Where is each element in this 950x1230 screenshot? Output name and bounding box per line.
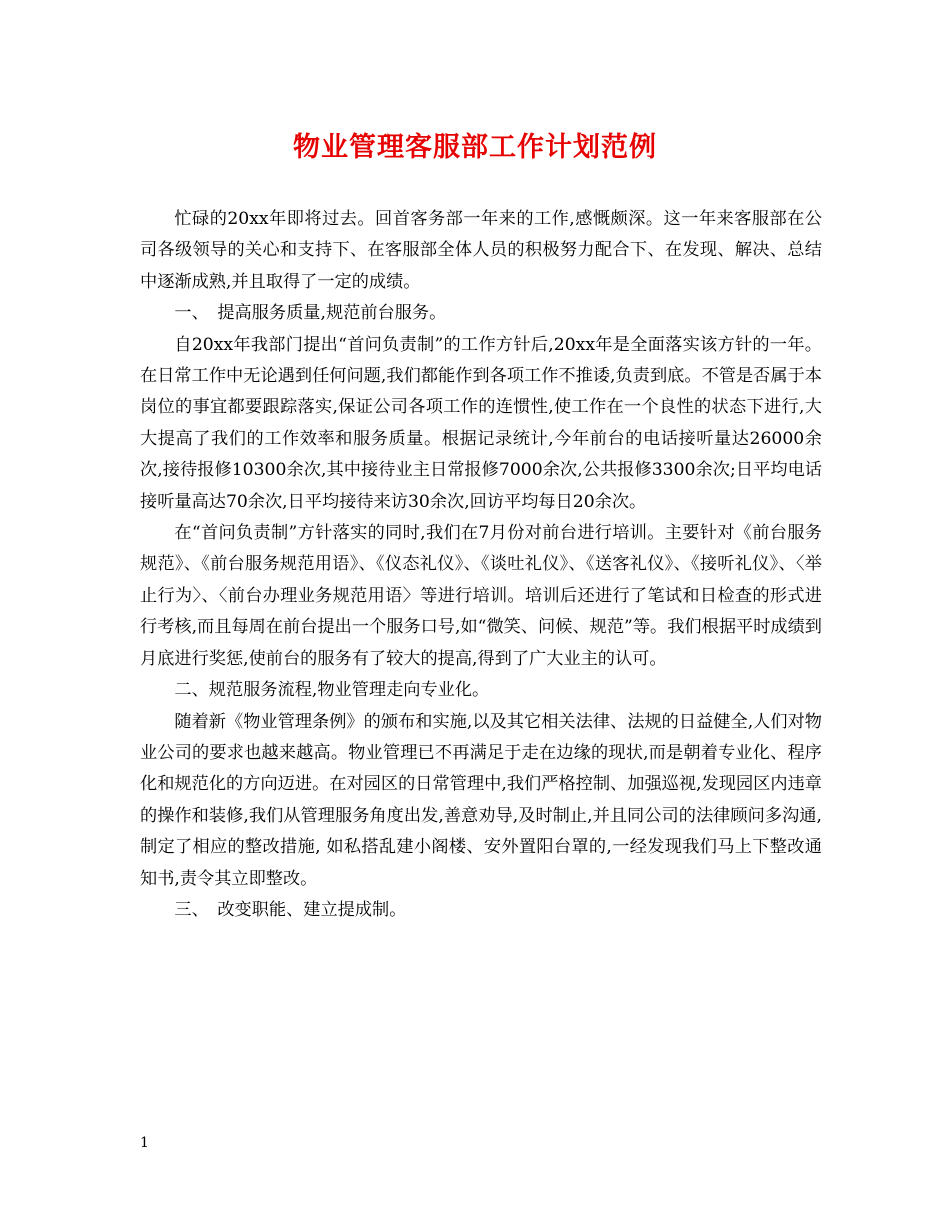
document-body bbox=[140, 204, 822, 926]
paragraph-first-responsibility: 自20xx年我部门提出“首问负责制”的工作方针后,20xx年是全面落实该方针的一年。在日常工作中无论遇到任何问题,我们都能作到各项工作不推诿,负责到底。不管是否属于本岗位的事宜都要跟踪落实,保证公司各项工作的连惯性,使工作在一个良性的状态下进行,大大提高了我们的工作效率和服务质量。根据记录统计,今年前台的电话接听量达26000余次,接待报修10300余次,其中接待业主日常报修7000余次,公共报修3300余次;日平均电话接听量高达70余次,日平均接待来访30余次,回访平均每日20余次。 bbox=[140, 334, 822, 512]
section-heading-1: 一、 提高服务质量,规范前台服务。 bbox=[174, 303, 447, 324]
paragraph-intro: 忙碌的20xx年即将过去。回首客务部一年来的工作,感慨颇深。这一年来客服部在公司各级领导的关心和支持下、在客服部全体人员的积极努力配合下、在发现、解决、总结中逐渐成熟,并且取得了一定的成绩。 bbox=[140, 209, 822, 292]
page-number: 1 bbox=[140, 1135, 149, 1151]
section-heading-2: 二、规范服务流程,物业管理走向专业化。 bbox=[174, 680, 490, 701]
section-heading-3: 三、 改变职能、建立提成制。 bbox=[174, 899, 407, 920]
paragraph-training: 在“首问负责制”方针落实的同时,我们在7月份对前台进行培训。主要针对《前台服务规范》、《前台服务规范用语》、《仪态礼仪》、《谈吐礼仪》、《送客礼仪》、《接听礼仪》、〈举止行为〉、〈前台办理业务规范用语〉等进行培训。培训后还进行了笔试和日检查的形式进行考核,而且每周在前台提出一个服务口号,如“微笑、问候、规范”等。我们根据平时成绩到月底进行奖惩,使前台的服务有了较大的提高,得到了广大业主的认可。 bbox=[140, 523, 822, 669]
document-title: 物业管理客服部工作计划范例 bbox=[293, 132, 657, 163]
paragraph-regulations: 随着新《物业管理条例》的颁布和实施,以及其它相关法律、法规的日益健全,人们对物业公司的要求也越来越高。物业管理已不再满足于走在边缘的现状,而是朝着专业化、程序化和规范化的方向迈进。在对园区的日常管理中,我们严格控制、加强巡视,发现园区内违章的操作和装修,我们从管理服务角度出发,善意劝导,及时制止,并且同公司的法律顾问多沟通,制定了相应的整改措施, 如私搭乱建小阁楼、安外置阳台罩的,一经发现我们马上下整改通知书,责令其立即整改。 bbox=[140, 711, 822, 889]
